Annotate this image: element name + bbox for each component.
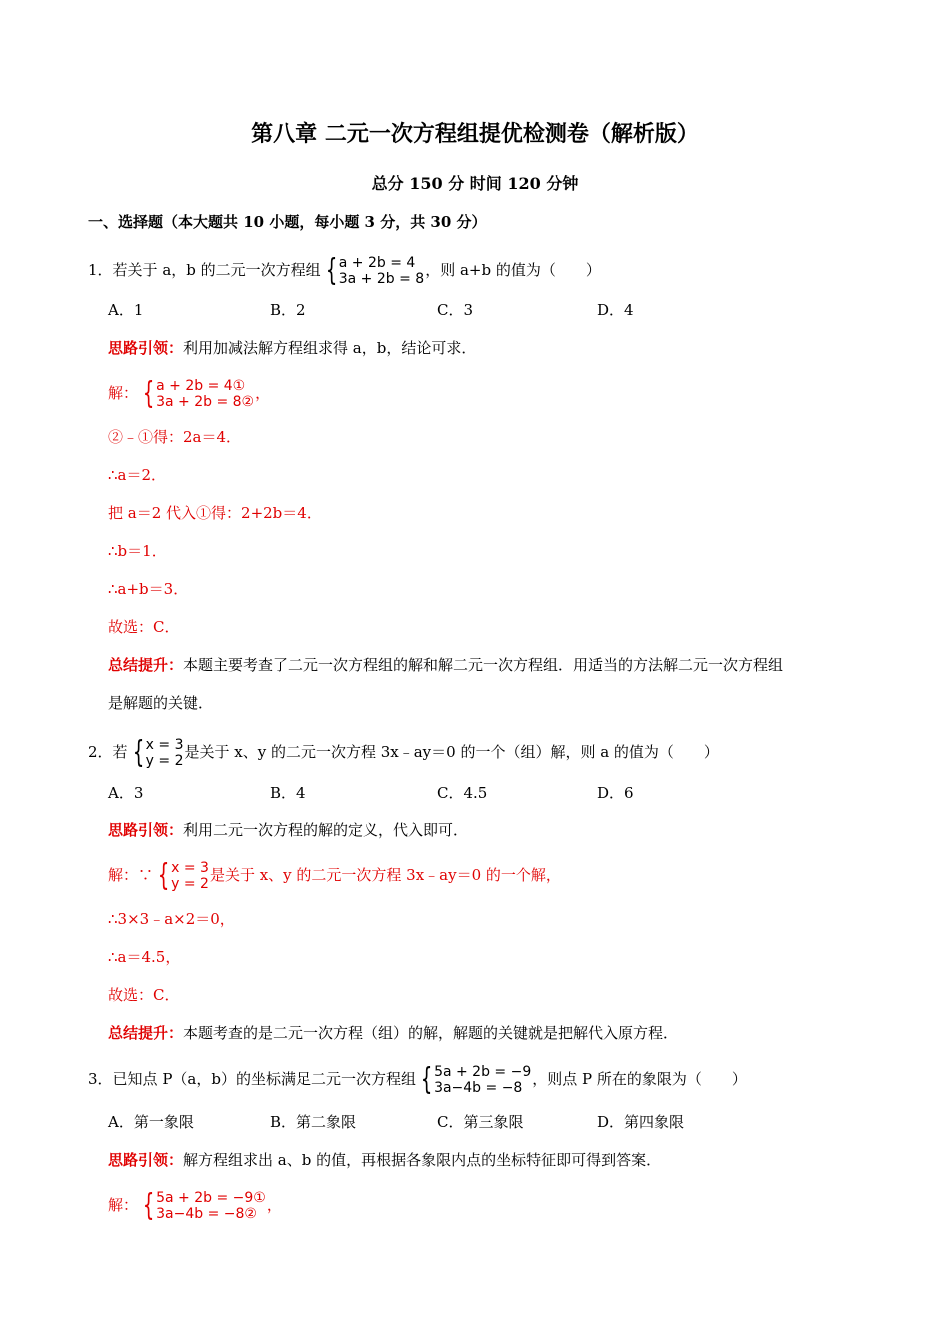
q1-option-d: D．4 [597, 301, 634, 319]
q2-option-a: A．3 [108, 784, 144, 802]
q1-option-b: B．2 [270, 301, 306, 319]
q1-option-c: C．3 [437, 301, 474, 319]
hint-label: 思路引领： [108, 821, 184, 839]
q1-option-a: A．1 [108, 301, 144, 319]
q3-number: 3． [88, 1070, 113, 1088]
q3-option-d: D．第四象限 [597, 1113, 685, 1131]
q3-hint [108, 1150, 661, 1170]
q2-eq1: x = 3 [145, 737, 184, 753]
q2-solution-prefix: 解：∵ [108, 866, 154, 884]
q1-step-4: ∴b＝1． [108, 542, 167, 560]
q1-eq1: a + 2b = 4 [338, 255, 416, 271]
q3-solution-prefix: 解： [108, 1196, 139, 1214]
q1-stem-pre: 若关于 a，b 的二元一次方程组 [112, 261, 321, 279]
q1-solution-equations: { a + 2b = 4① 3a + 2b = 8② [142, 376, 255, 411]
q2-solution-suffix: 是关于 x、y 的二元一次方程 3x﹣ay＝0 的一个解， [209, 866, 561, 884]
q2-step-3: 故选：C． [108, 986, 180, 1004]
q2-stem-post: 是关于 x、y 的二元一次方程 3x﹣ay＝0 的一个（组）解，则 a 的值为（ ） [184, 743, 719, 761]
q1-sol-eq2: 3a + 2b = 8② [156, 394, 255, 410]
q1-summary-text: 本题主要考查了二元一次方程组的解和解二元一次方程组．用适当的方法解二元一次方程组 [183, 656, 784, 674]
q1-summary-cont: 是解题的关键． [108, 694, 214, 712]
q3-sol-eq2: 3a−4b = −8② [156, 1206, 257, 1222]
q2-option-d: D．6 [597, 784, 634, 802]
q2-solution-equations: { x = 3 y = 2 [157, 858, 209, 893]
q3-stem-post: ，则点 P 所在的象限为（ ） [532, 1070, 747, 1088]
page-title: 第八章 二元一次方程组提优检测卷（解析版） [251, 121, 699, 147]
q2-stem-pre: 若 [112, 743, 128, 761]
q2-step-2: ∴a＝4.5， [108, 948, 181, 966]
q1-summary [108, 655, 783, 675]
q3-option-c: C．第三象限 [437, 1113, 524, 1131]
summary-label: 总结提升： [108, 656, 184, 674]
q3-option-a: A．第一象限 [108, 1113, 194, 1131]
q2-summary [108, 1023, 678, 1043]
q3-stem [88, 1064, 747, 1096]
q3-equation-system: { 5a + 2b = −9 3a−4b = −8 [420, 1062, 532, 1097]
q3-solution-system [108, 1190, 282, 1222]
q1-eq2: 3a + 2b = 8 [338, 271, 425, 287]
q2-option-c: C．4.5 [437, 784, 488, 802]
q1-stem-post: ，则 a+b 的值为（ ） [425, 261, 601, 279]
q1-stem [88, 255, 601, 287]
q2-eq2: y = 2 [145, 753, 184, 769]
q2-solution-line [108, 860, 561, 892]
section-heading: 一、选择题（本大题共 10 小题，每小题 3 分，共 30 分） [88, 213, 487, 231]
q3-stem-pre: 已知点 P（a，b）的坐标满足二元一次方程组 [112, 1070, 416, 1088]
q2-hint-text: 利用二元一次方程的解的定义，代入即可． [183, 821, 469, 839]
q2-sol-eq2: y = 2 [171, 876, 209, 892]
q3-option-b: B．第二象限 [270, 1113, 357, 1131]
hint-label: 思路引领： [108, 339, 184, 357]
q1-step-1: ②﹣①得：2a＝4． [108, 428, 242, 446]
q1-step-3: 把 a＝2 代入①得：2+2b＝4． [108, 504, 322, 522]
q1-step-2: ∴a＝2． [108, 466, 167, 484]
q3-sol-eq1: 5a + 2b = −9① [156, 1190, 266, 1206]
q1-solution-suffix: ， [255, 384, 271, 402]
q2-equation-system: { x = 3 y = 2 [132, 735, 184, 770]
q1-sol-eq1: a + 2b = 4① [156, 378, 246, 394]
q1-number: 1． [88, 261, 113, 279]
q2-option-b: B．4 [270, 784, 306, 802]
page-subtitle: 总分 150 分 时间 120 分钟 [371, 174, 579, 193]
q3-hint-text: 解方程组求出 a、b 的值，再根据各象限内点的坐标特征即可得到答案． [183, 1151, 662, 1169]
q2-sol-eq1: x = 3 [171, 860, 209, 876]
q1-step-6: 故选：C． [108, 618, 180, 636]
q3-eq2: 3a−4b = −8 [434, 1080, 523, 1096]
q2-hint [108, 820, 468, 840]
q2-stem [88, 737, 719, 769]
q1-solution-system [108, 378, 270, 410]
q2-number: 2． [88, 743, 113, 761]
q1-equation-system: { a + 2b = 4 3a + 2b = 8 [325, 253, 425, 288]
q2-step-1: ∴3×3﹣a×2＝0， [108, 910, 235, 928]
q2-summary-text: 本题考查的是二元一次方程（组）的解，解题的关键就是把解代入原方程． [183, 1024, 679, 1042]
hint-label: 思路引领： [108, 1151, 184, 1169]
summary-label: 总结提升： [108, 1024, 184, 1042]
q3-solution-equations: { 5a + 2b = −9① 3a−4b = −8② [142, 1188, 266, 1223]
q3-eq1: 5a + 2b = −9 [434, 1064, 532, 1080]
q3-solution-suffix: ， [266, 1196, 282, 1214]
q1-hint [108, 338, 476, 358]
q1-hint-text: 利用加减法解方程组求得 a，b，结论可求． [183, 339, 477, 357]
q1-solution-prefix: 解： [108, 384, 139, 402]
q1-step-5: ∴a+b＝3． [108, 580, 189, 598]
